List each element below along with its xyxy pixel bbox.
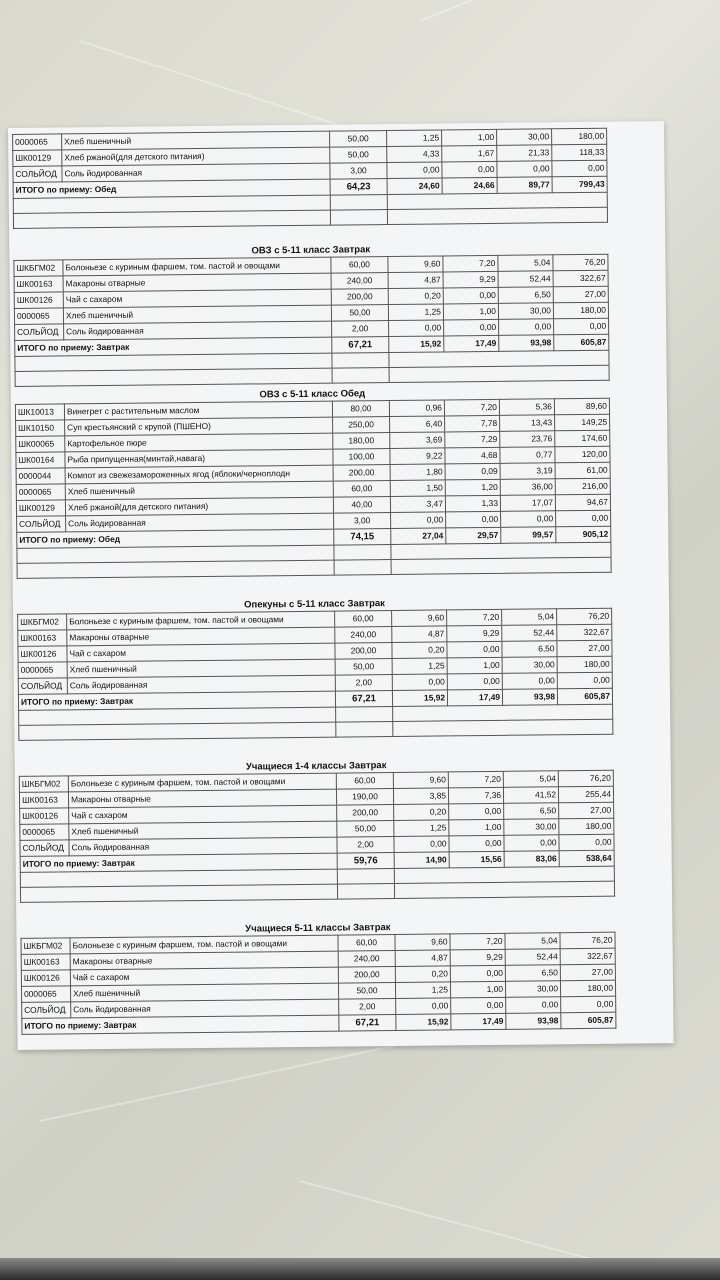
item-code: ШК00129: [16, 500, 65, 517]
item-protein: 0,00: [391, 512, 446, 529]
item-protein: 3,85: [393, 788, 448, 805]
item-fat: 1,00: [443, 303, 498, 320]
item-code: ШК00129: [13, 150, 62, 167]
total-label: ИТОГО по приему: Завтрак: [22, 1015, 339, 1034]
item-code: 0000065: [14, 308, 63, 325]
item-calories: 0,00: [557, 672, 612, 689]
section-title: ОВЗ с 5-11 класс Обед: [259, 388, 366, 401]
item-name: Суп крестьянский с крупой (ПШЕНО): [65, 417, 333, 436]
item-fat: 0,09: [445, 463, 500, 480]
item-quantity: 60,00: [338, 934, 395, 951]
item-quantity: 200,00: [331, 289, 388, 306]
item-fat: 7,20: [448, 771, 503, 788]
item-quantity: 3,00: [330, 163, 387, 180]
item-carbs: 5,04: [505, 933, 560, 950]
item-calories: 61,00: [555, 462, 610, 479]
item-protein: 0,00: [389, 320, 444, 337]
item-protein: 4,87: [395, 950, 450, 967]
empty-cell: [387, 207, 607, 224]
item-carbs: 6,50: [504, 803, 559, 820]
empty-cell: [336, 722, 393, 738]
item-code: ШК00163: [18, 630, 67, 647]
menu-section: [17, 595, 613, 741]
total-carbs: 83,06: [504, 851, 559, 868]
total-carbs: 99,57: [501, 527, 556, 544]
item-code: СОЛЬЙОД: [13, 166, 62, 183]
item-code: ШК00163: [21, 954, 70, 971]
item-carbs: 17,07: [500, 495, 555, 512]
item-carbs: 30,00: [504, 819, 559, 836]
empty-cell: [17, 560, 334, 578]
item-carbs: 30,00: [497, 129, 552, 146]
item-name: Хлеб ржаной(для детского питания): [65, 497, 333, 516]
item-calories: 94,67: [555, 494, 610, 511]
item-protein: 4,87: [392, 626, 447, 643]
item-quantity: 200,00: [337, 804, 394, 821]
item-name: Болоньезе с куриным фаршем, том. пастой и овощами: [68, 773, 336, 792]
item-code: ШКБГМ02: [14, 260, 63, 277]
item-protein: 1,25: [388, 304, 443, 321]
item-code: ШКБГМ02: [18, 614, 67, 631]
total-calories: 605,87: [561, 1012, 616, 1029]
item-protein: 3,69: [390, 432, 445, 449]
item-quantity: 2,00: [339, 998, 396, 1015]
item-fat: 1,20: [445, 479, 500, 496]
item-fat: 0,00: [449, 835, 504, 852]
item-carbs: 36,00: [500, 479, 555, 496]
menu-table: [15, 398, 612, 579]
item-name: Чай с сахаром: [69, 805, 337, 824]
item-calories: 216,00: [555, 478, 610, 495]
total-carbs: 89,77: [497, 177, 552, 194]
item-name: Картофельное пюре: [65, 433, 333, 452]
item-quantity: 60,00: [336, 773, 393, 790]
item-fat: 0,00: [442, 161, 497, 178]
item-quantity: 250,00: [333, 417, 390, 434]
item-name: Соль йодированная: [64, 321, 332, 340]
item-name: Макароны отварные: [67, 627, 335, 646]
item-fat: 7,20: [443, 255, 498, 272]
item-carbs: 5,04: [503, 771, 558, 788]
total-fat: 15,56: [449, 851, 504, 868]
menu-section: [13, 241, 609, 387]
item-quantity: 2,00: [335, 675, 392, 692]
item-protein: 4,87: [388, 272, 443, 289]
total-label: ИТОГО по приему: Завтрак: [18, 691, 335, 710]
item-name: Макароны отварные: [68, 789, 336, 808]
item-fat: 7,78: [445, 415, 500, 432]
total-quantity: 67,21: [332, 337, 389, 354]
item-code: ШК10013: [15, 404, 64, 421]
item-code: ШК00164: [16, 452, 65, 469]
item-protein: 9,22: [390, 448, 445, 465]
item-name: Хлеб пшеничный: [65, 481, 333, 500]
item-quantity: 60,00: [335, 611, 392, 628]
empty-cell: [330, 210, 387, 226]
item-quantity: 3,00: [334, 513, 391, 530]
item-calories: 255,44: [558, 786, 613, 803]
item-name: Хлеб пшеничный: [67, 659, 335, 678]
item-name: Рыба припущенная(минтай,навага): [65, 449, 333, 468]
item-protein: 0,00: [392, 674, 447, 691]
item-calories: 322,67: [557, 624, 612, 641]
item-quantity: 50,00: [330, 131, 387, 148]
menu-section: [20, 919, 616, 1035]
menu-section: [12, 128, 608, 229]
item-quantity: 240,00: [331, 273, 388, 290]
item-name: Чай с сахаром: [67, 643, 335, 662]
item-quantity: 80,00: [332, 401, 389, 418]
item-calories: 149,25: [555, 414, 610, 431]
item-carbs: 0,00: [504, 835, 559, 852]
item-protein: 9,60: [393, 772, 448, 789]
item-calories: 0,00: [559, 834, 614, 851]
item-code: 0000065: [16, 484, 65, 501]
item-fat: 1,67: [442, 145, 497, 162]
item-calories: 0,00: [554, 318, 609, 335]
total-protein: 15,92: [389, 336, 444, 353]
item-name: Чай с сахаром: [70, 967, 338, 986]
item-fat: 0,00: [447, 641, 502, 658]
empty-cell: [337, 868, 394, 884]
total-fat: 17,49: [447, 689, 502, 706]
total-carbs: 93,98: [499, 335, 554, 352]
item-fat: 1,33: [445, 495, 500, 512]
item-fat: 0,00: [451, 997, 506, 1014]
empty-cell: [334, 560, 391, 576]
total-fat: 17,49: [451, 1013, 506, 1030]
item-name: Соль йодированная: [71, 999, 339, 1018]
item-code: ШК10150: [16, 420, 65, 437]
item-quantity: 50,00: [330, 147, 387, 164]
section-title: ОВЗ с 5-11 класс Завтрак: [251, 244, 371, 257]
table-edge-shadow: [0, 1258, 720, 1280]
item-code: ШКБГМ02: [21, 938, 70, 955]
item-fat: 1,00: [450, 981, 505, 998]
empty-cell: [19, 722, 336, 740]
item-carbs: 30,00: [502, 657, 557, 674]
item-fat: 9,29: [447, 625, 502, 642]
total-calories: 605,87: [557, 688, 612, 705]
item-code: ШК00065: [16, 436, 65, 453]
total-carbs: 93,98: [506, 1013, 561, 1030]
item-calories: 76,20: [558, 770, 613, 787]
menu-table: [17, 608, 613, 741]
menu-document-page: [8, 121, 674, 1050]
item-fat: 0,00: [446, 511, 501, 528]
item-carbs: 6,50: [498, 287, 553, 304]
item-code: 0000044: [16, 468, 65, 485]
item-code: СОЛЬЙОД: [20, 840, 69, 857]
item-calories: 0,00: [552, 160, 607, 177]
item-calories: 180,00: [553, 302, 608, 319]
item-carbs: 52,44: [502, 625, 557, 642]
item-code: ШК00126: [21, 970, 70, 987]
item-fat: 7,20: [444, 399, 499, 416]
item-quantity: 240,00: [338, 950, 395, 967]
total-fat: 24,66: [442, 177, 497, 194]
total-calories: 538,64: [559, 850, 614, 867]
item-fat: 9,29: [450, 949, 505, 966]
item-protein: 9,60: [392, 610, 447, 627]
total-label: ИТОГО по приему: Обед: [13, 179, 330, 198]
item-quantity: 50,00: [337, 820, 394, 837]
item-protein: 1,25: [395, 982, 450, 999]
item-calories: 0,00: [556, 510, 611, 527]
item-code: ШК00126: [20, 808, 69, 825]
item-name: Макароны отварные: [63, 273, 331, 292]
item-carbs: 5,36: [499, 399, 554, 416]
menu-table: [12, 128, 608, 229]
item-calories: 120,00: [555, 446, 610, 463]
item-name: Винегрет с растительным маслом: [64, 401, 332, 420]
item-carbs: 0,00: [506, 997, 561, 1014]
item-fat: 0,00: [447, 673, 502, 690]
item-calories: 180,00: [557, 656, 612, 673]
item-fat: 7,20: [450, 933, 505, 950]
item-quantity: 240,00: [335, 627, 392, 644]
menu-section: [15, 385, 612, 579]
item-fat: 0,00: [450, 965, 505, 982]
item-protein: 0,96: [389, 400, 444, 417]
item-code: 0000065: [21, 986, 70, 1003]
item-protein: 4,33: [387, 146, 442, 163]
item-carbs: 52,44: [498, 271, 553, 288]
item-code: ШКБГМ02: [19, 776, 68, 793]
section-title: Учащиеся 1-4 классы Завтрак: [245, 760, 387, 773]
item-code: СОЛЬЙОД: [18, 678, 67, 695]
item-fat: 0,00: [444, 319, 499, 336]
empty-cell: [391, 557, 611, 574]
item-name: Болоньезе с куриным фаршем, том. пастой и овощами: [63, 257, 331, 276]
item-code: 0000065: [13, 134, 62, 151]
item-name: Макароны отварные: [70, 951, 338, 970]
item-name: Болоньезе с куриным фаршем, том. пастой и овощами: [67, 611, 335, 630]
item-fat: 1,00: [449, 819, 504, 836]
item-protein: 0,00: [394, 836, 449, 853]
item-carbs: 13,43: [500, 415, 555, 432]
item-code: СОЛЬЙОД: [17, 516, 66, 533]
item-protein: 9,60: [388, 256, 443, 273]
item-name: Хлеб ржаной(для детского питания): [62, 147, 330, 166]
item-protein: 9,60: [395, 934, 450, 951]
item-carbs: 6,50: [502, 641, 557, 658]
item-code: СОЛЬЙОД: [22, 1002, 71, 1019]
item-code: ШК00126: [14, 292, 63, 309]
item-fat: 0,00: [443, 287, 498, 304]
item-calories: 27,00: [560, 964, 615, 981]
item-calories: 27,00: [557, 640, 612, 657]
item-protein: 1,25: [387, 130, 442, 147]
item-carbs: 5,04: [498, 255, 553, 272]
item-name: Компот из свежезамороженных ягод (яблоки/черноплодн: [65, 465, 333, 484]
menu-table: [13, 254, 609, 387]
item-calories: 0,00: [561, 996, 616, 1013]
item-protein: 3,47: [390, 496, 445, 513]
item-name: Чай с сахаром: [63, 289, 331, 308]
item-protein: 1,25: [392, 658, 447, 675]
total-label: ИТОГО по приему: Завтрак: [20, 853, 337, 872]
item-protein: 0,00: [387, 162, 442, 179]
item-calories: 322,67: [560, 948, 615, 965]
item-fat: 4,68: [445, 447, 500, 464]
empty-cell: [334, 545, 391, 561]
total-quantity: 64,23: [330, 179, 387, 196]
total-protein: 14,90: [394, 852, 449, 869]
item-name: Хлеб пшеничный: [63, 305, 331, 324]
total-label: ИТОГО по приему: Обед: [17, 529, 334, 548]
item-calories: 27,00: [553, 286, 608, 303]
item-protein: 1,80: [390, 464, 445, 481]
item-calories: 180,00: [560, 980, 615, 997]
empty-cell: [330, 195, 387, 211]
total-protein: 24,60: [387, 178, 442, 195]
item-calories: 89,60: [554, 398, 609, 415]
empty-cell: [389, 365, 609, 382]
item-fat: 7,29: [445, 431, 500, 448]
total-calories: 905,12: [556, 526, 611, 543]
item-fat: 1,00: [447, 657, 502, 674]
empty-cell: [332, 353, 389, 369]
item-quantity: 40,00: [333, 497, 390, 514]
item-quantity: 60,00: [333, 481, 390, 498]
total-fat: 29,57: [446, 527, 501, 544]
item-protein: 0,20: [388, 288, 443, 305]
empty-cell: [336, 707, 393, 723]
item-calories: 180,00: [559, 818, 614, 835]
item-quantity: 100,00: [333, 449, 390, 466]
item-name: Болоньезе с куриным фаршем, том. пастой и овощами: [70, 935, 338, 954]
item-quantity: 2,00: [337, 836, 394, 853]
item-calories: 180,00: [552, 128, 607, 145]
item-carbs: 5,04: [502, 609, 557, 626]
item-protein: 0,20: [395, 966, 450, 983]
item-code: ШК00163: [19, 792, 68, 809]
item-calories: 76,20: [560, 932, 615, 949]
total-quantity: 59,76: [337, 852, 394, 869]
menu-section: [19, 757, 615, 903]
item-carbs: 21,33: [497, 145, 552, 162]
empty-cell: [13, 210, 330, 228]
section-title: Опекуны с 5-11 класс Завтрак: [244, 598, 385, 611]
section-title: Учащиеся 5-11 классы Завтрак: [245, 922, 391, 935]
item-fat: 7,36: [448, 787, 503, 804]
item-carbs: 3,19: [500, 463, 555, 480]
item-calories: 27,00: [559, 802, 614, 819]
item-calories: 118,33: [552, 144, 607, 161]
item-carbs: 0,00: [499, 319, 554, 336]
total-calories: 605,87: [554, 334, 609, 351]
item-name: Соль йодированная: [66, 513, 334, 532]
item-carbs: 0,00: [502, 673, 557, 690]
item-code: ШК00126: [18, 646, 67, 663]
item-name: Хлеб пшеничный: [62, 131, 330, 150]
item-fat: 7,20: [447, 609, 502, 626]
item-fat: 0,00: [449, 803, 504, 820]
menu-sections: [12, 128, 616, 1035]
empty-cell: [332, 368, 389, 384]
item-calories: 174,60: [555, 430, 610, 447]
empty-cell: [20, 884, 337, 902]
menu-table: [19, 770, 615, 903]
marble-vein: [420, 0, 699, 22]
total-calories: 799,43: [552, 176, 607, 193]
item-quantity: 180,00: [333, 433, 390, 450]
total-quantity: 74,15: [334, 529, 391, 546]
empty-cell: [393, 719, 613, 736]
total-protein: 27,04: [391, 528, 446, 545]
empty-cell: [394, 881, 614, 898]
menu-table: [20, 932, 616, 1035]
item-quantity: 200,00: [335, 643, 392, 660]
total-protein: 15,92: [396, 1014, 451, 1031]
item-carbs: 0,00: [497, 161, 552, 178]
item-protein: 1,50: [390, 480, 445, 497]
item-quantity: 200,00: [338, 966, 395, 983]
item-code: 0000065: [18, 662, 67, 679]
item-calories: 76,20: [557, 608, 612, 625]
total-quantity: 67,21: [339, 1014, 396, 1031]
item-calories: 322,67: [553, 270, 608, 287]
item-carbs: 0,77: [500, 447, 555, 464]
item-code: 0000065: [20, 824, 69, 841]
item-name: Соль йодированная: [62, 163, 330, 182]
item-carbs: 0,00: [501, 511, 556, 528]
total-fat: 17,49: [444, 335, 499, 352]
item-quantity: 50,00: [338, 982, 395, 999]
item-carbs: 23,76: [500, 431, 555, 448]
empty-cell: [337, 883, 394, 899]
item-quantity: 50,00: [331, 305, 388, 322]
item-quantity: 190,00: [336, 789, 393, 806]
total-label: ИТОГО по приему: Завтрак: [15, 337, 332, 356]
item-protein: 0,20: [392, 642, 447, 659]
total-carbs: 93,98: [502, 689, 557, 706]
item-quantity: 50,00: [335, 659, 392, 676]
item-quantity: 60,00: [331, 257, 388, 274]
item-code: ШК00163: [14, 276, 63, 293]
item-calories: 76,20: [553, 254, 608, 271]
item-fat: 1,00: [442, 129, 497, 146]
item-quantity: 200,00: [333, 465, 390, 482]
item-carbs: 30,00: [498, 303, 553, 320]
item-protein: 0,00: [396, 998, 451, 1015]
item-carbs: 41,52: [503, 787, 558, 804]
item-name: Соль йодированная: [67, 675, 335, 694]
item-carbs: 52,44: [505, 949, 560, 966]
total-protein: 15,92: [392, 690, 447, 707]
item-carbs: 6,50: [505, 965, 560, 982]
total-quantity: 67,21: [335, 691, 392, 708]
empty-cell: [15, 368, 332, 386]
item-code: СОЛЬЙОД: [15, 324, 64, 341]
item-name: Хлеб пшеничный: [70, 983, 338, 1002]
item-protein: 6,40: [390, 416, 445, 433]
item-quantity: 2,00: [332, 321, 389, 338]
item-name: Хлеб пшеничный: [69, 821, 337, 840]
item-fat: 9,29: [443, 271, 498, 288]
item-protein: 1,25: [394, 820, 449, 837]
item-carbs: 30,00: [505, 981, 560, 998]
item-name: Соль йодированная: [69, 837, 337, 856]
item-protein: 0,20: [394, 804, 449, 821]
